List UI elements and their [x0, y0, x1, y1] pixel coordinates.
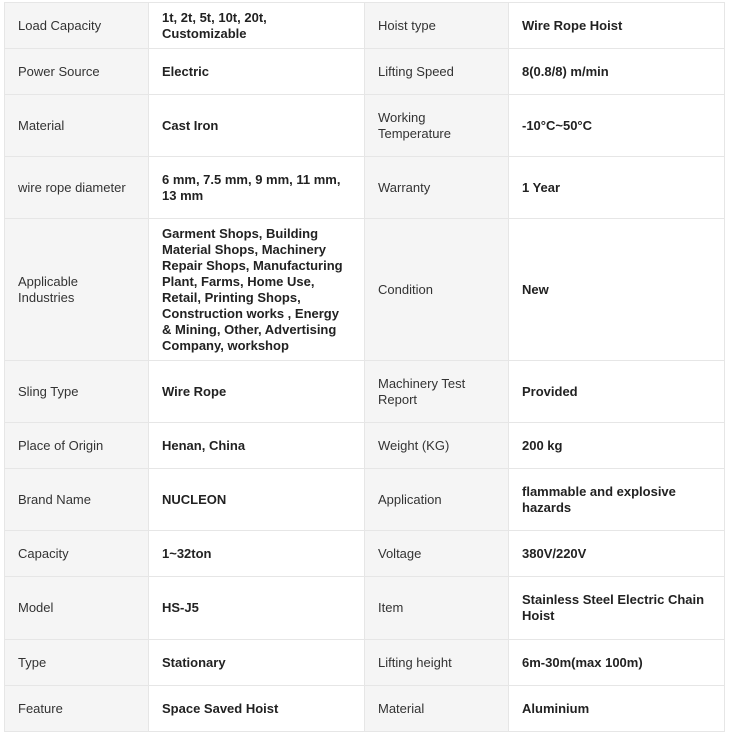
spec-value: Wire Rope	[149, 361, 365, 423]
spec-value: Stainless Steel Electric Chain Hoist	[509, 577, 725, 640]
spec-label: Voltage	[365, 531, 509, 577]
spec-value: Stationary	[149, 640, 365, 686]
spec-value: 1t, 2t, 5t, 10t, 20t, Customizable	[149, 3, 365, 49]
table-row	[5, 531, 725, 577]
product-specifications-table	[4, 2, 725, 732]
table-row	[5, 219, 725, 361]
table-row	[5, 49, 725, 95]
spec-label: Applicable Industries	[5, 219, 149, 361]
spec-value: 6m-30m(max 100m)	[509, 640, 725, 686]
spec-value: 200 kg	[509, 423, 725, 469]
spec-value: 8(0.8/8) m/min	[509, 49, 725, 95]
spec-value: 1 Year	[509, 157, 725, 219]
spec-value: Electric	[149, 49, 365, 95]
table-row	[5, 686, 725, 732]
spec-label: Warranty	[365, 157, 509, 219]
spec-label: Application	[365, 469, 509, 531]
spec-value: Space Saved Hoist	[149, 686, 365, 732]
spec-value: Aluminium	[509, 686, 725, 732]
spec-label: Capacity	[5, 531, 149, 577]
spec-label: Condition	[365, 219, 509, 361]
spec-label: Material	[365, 686, 509, 732]
spec-value: 6 mm, 7.5 mm, 9 mm, 11 mm, 13 mm	[149, 157, 365, 219]
table-row	[5, 3, 725, 49]
table-row	[5, 577, 725, 640]
spec-label: Machinery Test Report	[365, 361, 509, 423]
spec-value: -10°C~50°C	[509, 95, 725, 157]
spec-label: Feature	[5, 686, 149, 732]
spec-label: Brand Name	[5, 469, 149, 531]
spec-label: Place of Origin	[5, 423, 149, 469]
spec-value: Wire Rope Hoist	[509, 3, 725, 49]
table-row	[5, 361, 725, 423]
table-row	[5, 157, 725, 219]
spec-value: New	[509, 219, 725, 361]
spec-value: 1~32ton	[149, 531, 365, 577]
spec-label: Weight (KG)	[365, 423, 509, 469]
table-row	[5, 469, 725, 531]
spec-label: Working Temperature	[365, 95, 509, 157]
spec-label: Material	[5, 95, 149, 157]
table-row	[5, 423, 725, 469]
spec-label: Item	[365, 577, 509, 640]
spec-value: NUCLEON	[149, 469, 365, 531]
spec-label: Load Capacity	[5, 3, 149, 49]
spec-label: Type	[5, 640, 149, 686]
spec-label: Power Source	[5, 49, 149, 95]
spec-value: HS-J5	[149, 577, 365, 640]
spec-label: Hoist type	[365, 3, 509, 49]
spec-label: Lifting Speed	[365, 49, 509, 95]
table-row	[5, 640, 725, 686]
spec-label: Model	[5, 577, 149, 640]
spec-value: 380V/220V	[509, 531, 725, 577]
spec-value: flammable and explosive hazards	[509, 469, 725, 531]
spec-value: Cast Iron	[149, 95, 365, 157]
spec-label: Sling Type	[5, 361, 149, 423]
spec-label: wire rope diameter	[5, 157, 149, 219]
spec-value: Provided	[509, 361, 725, 423]
spec-value: Henan, China	[149, 423, 365, 469]
spec-value: Garment Shops, Building Material Shops, Machinery Repair Shops, Manufacturing Plant, Farms, Home Use, Retail, Printing Shops, Construction works , Energy & Mining, Other, Advertising Company, workshop	[149, 219, 365, 361]
spec-label: Lifting height	[365, 640, 509, 686]
table-row	[5, 95, 725, 157]
